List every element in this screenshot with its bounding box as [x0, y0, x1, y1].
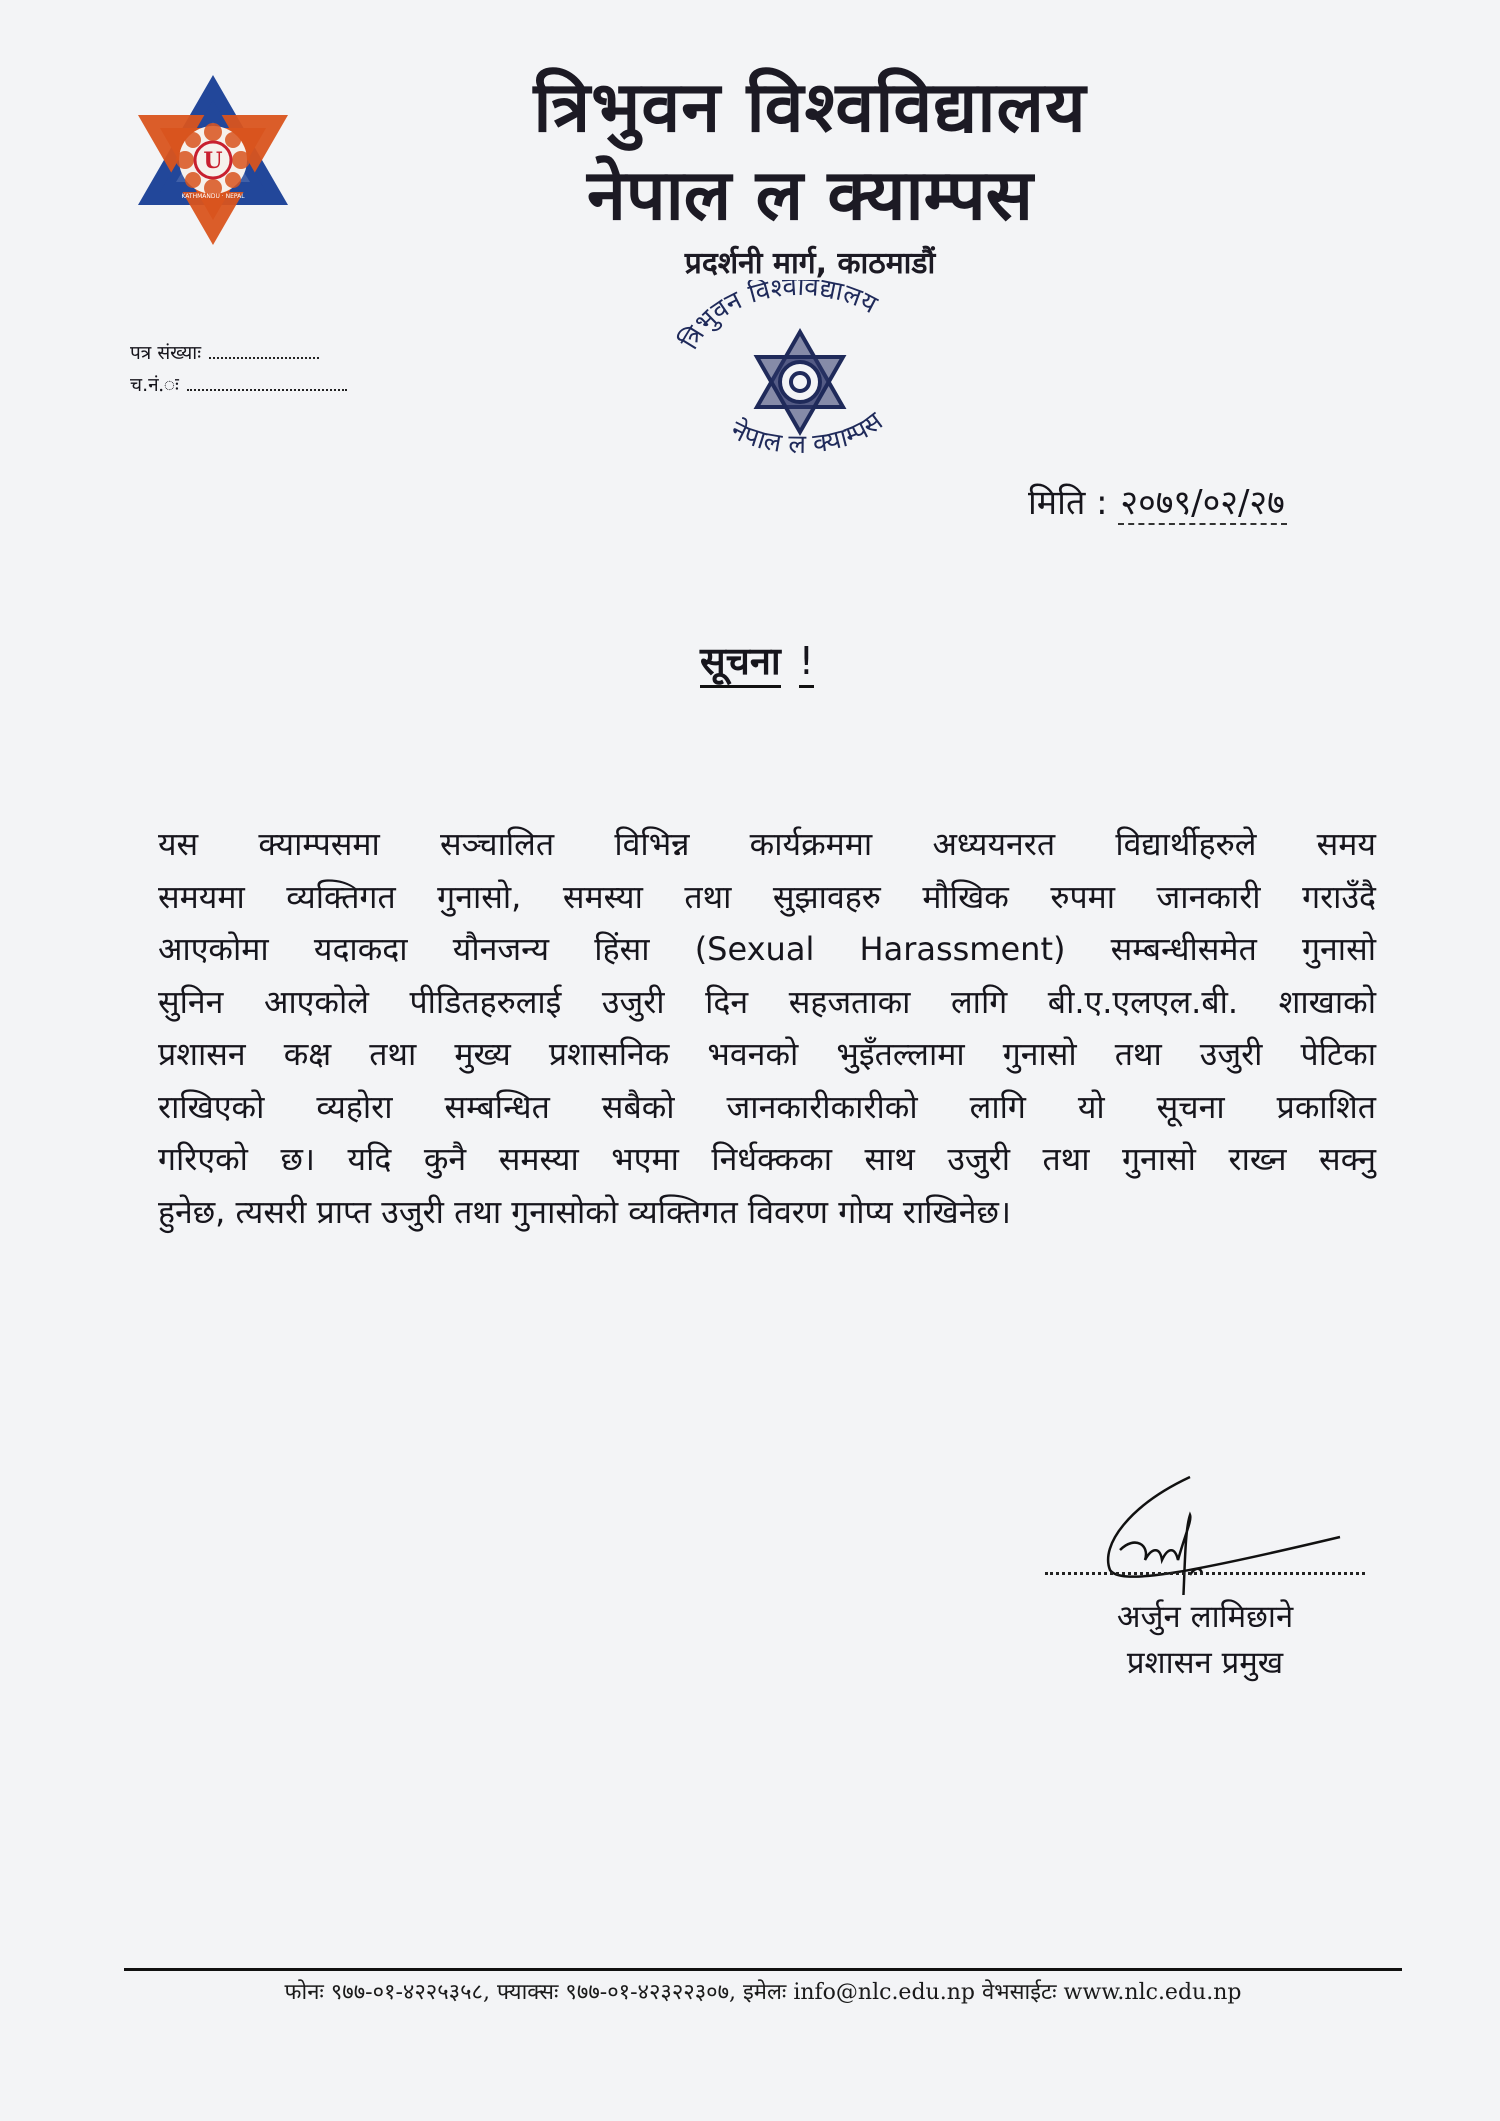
campus-name: नेपाल ल क्याम्पस — [587, 154, 1033, 236]
letter-number-field — [130, 340, 319, 366]
notice-line: आएकोमा यदाकदा यौनजन्य हिंसा (Sexual Harassment) सम्बन्धीसमेत गुनासो — [158, 930, 1376, 968]
campus-address: प्रदर्शनी मार्ग, काठमाडौं — [684, 246, 936, 281]
tribhuvan-university-logo-icon — [128, 70, 298, 250]
university-name: त्रिभुवन विश्वविद्यालय — [533, 66, 1087, 148]
footer-contact: फोनः ९७७-०१-४२२५३५८, फ्याक्सः ९७७-०१-४२३२२३०७, इमेलः info@nlc.edu.np वेभसाईटः www.nlc.edu.np — [284, 1980, 1242, 2005]
notice-title: सूचना — [700, 639, 781, 688]
dispatch-number-label: च.नं.ः — [130, 374, 179, 396]
notice-heading — [700, 636, 900, 686]
notice-line: प्रशासन कक्ष तथा मुख्य प्रशासनिक भवनको भुइँतल्लामा गुनासो तथा उजुरी पेटिका — [158, 1035, 1376, 1073]
date-value: २०७९/०२/२७ — [1120, 483, 1285, 523]
date-field — [1028, 480, 1287, 526]
signatory-designation: प्रशासन प्रमुख — [1126, 1645, 1284, 1681]
footer-divider — [124, 1968, 1402, 1971]
notice-line: हुनेछ, त्यसरी प्राप्त उजुरी तथा गुनासोको व्यक्तिगत विवरण गोप्य राखिनेछ। — [158, 1192, 1012, 1231]
notice-line: सुनिन आएकोले पीडितहरुलाई उजुरी दिन सहजताका लागि बी.ए.एलएल.बी. शाखाको — [158, 982, 1376, 1021]
svg-text:KATHMANDU · NEPAL: KATHMANDU · NEPAL — [181, 193, 245, 200]
notice-line: समयमा व्यक्तिगत गुनासो, समस्या तथा सुझावहरु मौखिक रुपमा जानकारी गराउँदै — [158, 877, 1376, 916]
handwritten-signature-icon — [1040, 1475, 1380, 1595]
signatory-name: अर्जुन लामिछाने — [1116, 1599, 1294, 1635]
stamp-top-text: त्रिभुवन विश्वविद्यालय — [674, 280, 882, 355]
svg-text:त्रिभुवन विश्वविद्यालय — [674, 280, 883, 355]
dispatch-number-blank — [187, 375, 347, 391]
date-label: मिति : — [1028, 483, 1108, 523]
dispatch-number-field — [130, 372, 347, 398]
stamp-bottom-text: नेपाल ल क्याम्पस — [725, 406, 889, 460]
letter-number-blank — [209, 343, 319, 359]
svg-text:U: U — [203, 148, 223, 174]
signature-line — [1045, 1572, 1365, 1575]
notice-body — [158, 818, 1376, 1238]
notice-line: गरिएको छ। यदि कुनै समस्या भएमा निर्धक्कका साथ उजुरी तथा गुनासो राख्न सक्नु — [158, 1140, 1376, 1178]
notice-exclamation: ! — [799, 639, 814, 688]
notice-line: यस क्याम्पसमा सञ्चालित विभिन्न कार्यक्रममा अध्ययनरत विद्यार्थीहरुले समय — [158, 825, 1376, 863]
letter-number-label: पत्र संख्याः — [130, 342, 202, 364]
notice-line: राखिएको व्यहोरा सम्बन्धित सबैको जानकारीकारीको लागि यो सूचना प्रकाशित — [158, 1087, 1376, 1126]
campus-stamp-icon — [670, 280, 930, 470]
